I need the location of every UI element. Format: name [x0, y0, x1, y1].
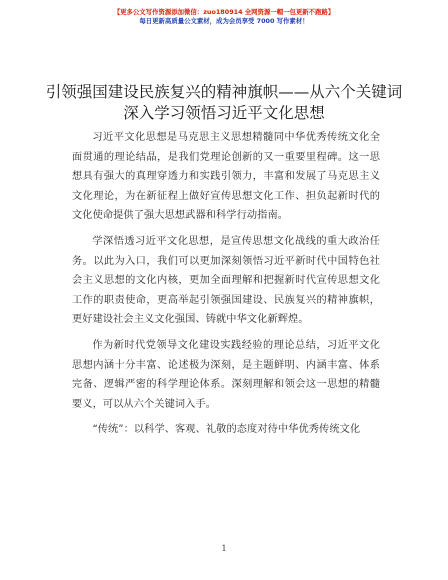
promo-line-wechat: 【更多公文写作资源添加微信：zuo180914 全网资源一帽一包更新不跑路】	[113, 8, 335, 16]
section-heading-paragraph: “传统”：以科学、客观、礼敬的态度对待中华优秀传统文化	[92, 424, 361, 436]
paragraph: 作为新时代党领导文化建设实践经验的理论总结，习近平文化思想内涵十分丰富、论述极为深刻，是主题鲜明、内涵丰富、体系完备、逻辑严密的科学理论体系。深刻理解和领会这一思想的精髓要义，可以从六个关键词入手。	[72, 339, 380, 410]
paragraph: 学深悟透习近平文化思想，是宣传思想文化战线的重大政治任务。以此为入口，我们可以更加深刻领悟习近平新时代中国特色社会主义思想的文化内核，更加全面理解和把握新时代宣传思想文化工作的职责使命，更高举起引领强国建设、民族复兴的精神旗帜，更好建设社会主义文化强国、铸就中华文化新辉煌。	[72, 235, 380, 326]
page-number: 1	[221, 544, 227, 553]
paragraph: 习近平文化思想是马克思主义思想精髓同中华优秀传统文化全面贯通的理论结晶，是我们党理论创新的又一重要里程碑。这一思想具有强大的真理穿透力和实践引领力，丰富和发展了马克思主义文化理论，为在新征程上做好宣传思想文化工作、担负起新时代的文化使命提供了强大思想武器和科学行动指南。	[72, 132, 380, 222]
document-title: 引领强国建设民族复兴的精神旗帜——从六个关键词深入学习领悟习近平文化思想	[45, 83, 403, 122]
promo-line-membership: 每日更新高质量公文素材，成为会员享受 7000 写作素材！	[139, 17, 309, 25]
document-body	[72, 128, 380, 440]
promo-banner	[0, 8, 448, 26]
